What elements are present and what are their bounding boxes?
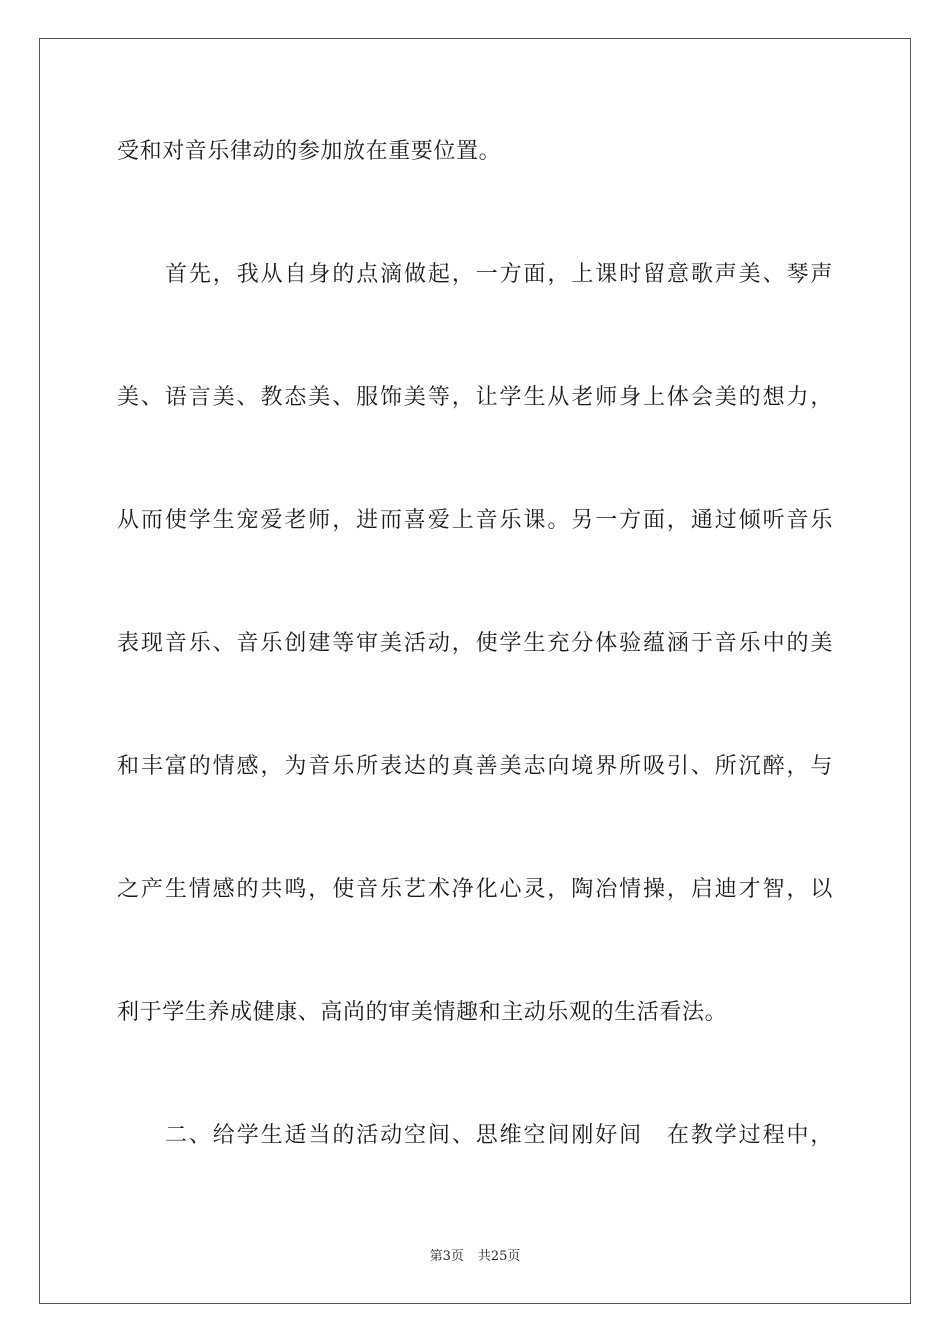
page-border	[39, 38, 911, 1304]
page-number: 第3页	[429, 1249, 464, 1264]
text-line-9: 二、给学生适当的活动空间、思维空间刚好间 在教学过程中，	[165, 1123, 833, 1148]
text-line-8: 利于学生养成健康、高尚的审美情趣和主动乐观的生活看法。	[117, 1000, 728, 1025]
text-line-2: 首先，我从自身的点滴做起，一方面，上课时留意歌声美、琴声	[165, 262, 833, 287]
text-line-5: 表现音乐、音乐创建等审美活动，使学生充分体验蕴涵于音乐中的美	[117, 631, 833, 656]
page-footer	[0, 1248, 950, 1266]
text-line-7: 之产生情感的共鸣，使音乐艺术净化心灵，陶冶情操，启迪才智，以	[117, 877, 833, 902]
text-line-4: 从而使学生宠爱老师，进而喜爱上音乐课。另一方面，通过倾听音乐	[117, 508, 833, 533]
text-line-3: 美、语言美、教态美、服饰美等，让学生从老师身上体会美的想力，	[117, 385, 833, 410]
text-line-6: 和丰富的情感，为音乐所表达的真善美志向境界所吸引、所沉醉，与	[117, 754, 833, 779]
page-total: 共25页	[477, 1249, 521, 1264]
text-line-1: 受和对音乐律动的参加放在重要位置。	[117, 139, 502, 164]
